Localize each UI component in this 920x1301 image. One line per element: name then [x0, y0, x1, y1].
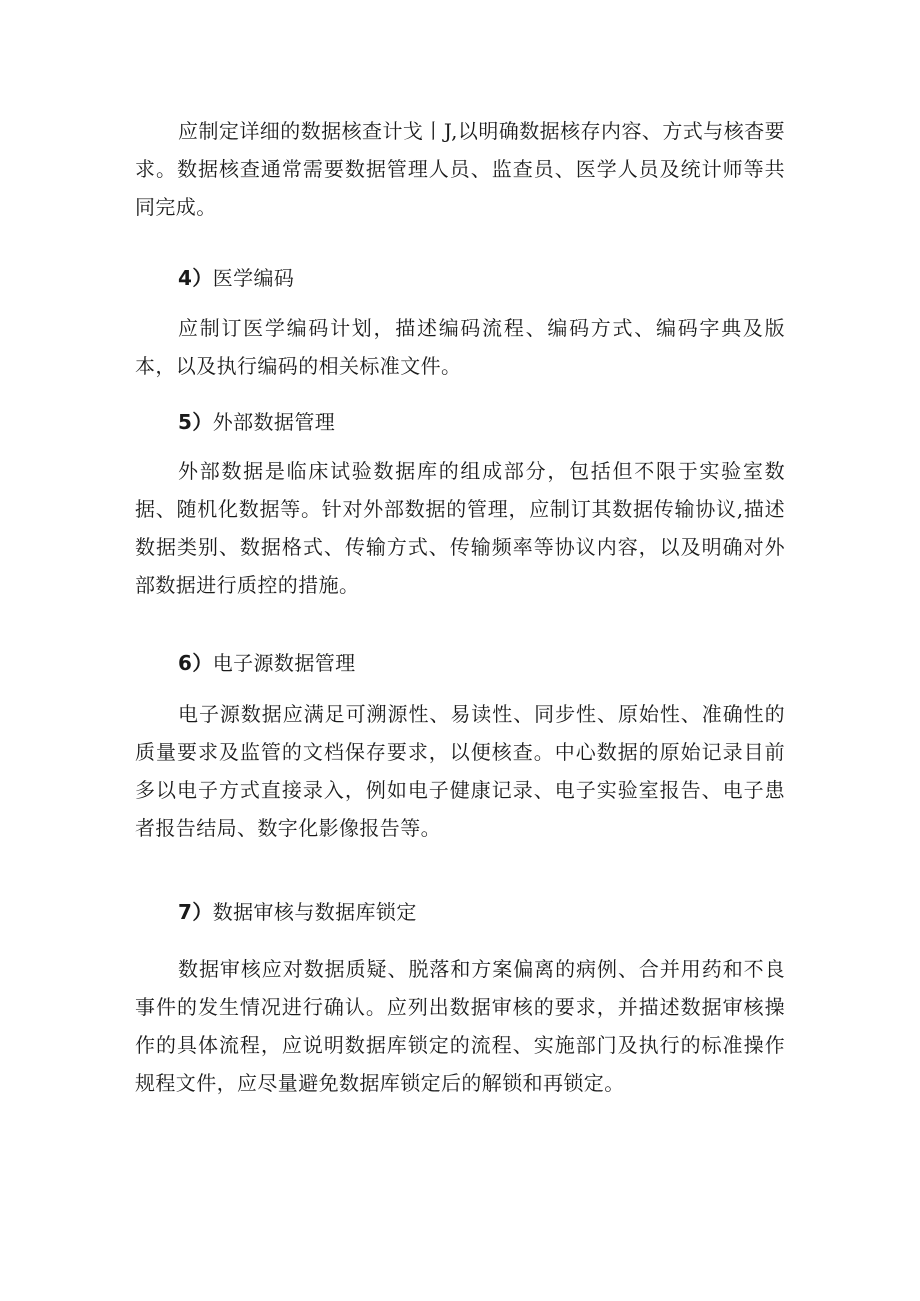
section-heading-medical-coding [178, 264, 294, 292]
section-title: 外部数据管理 [212, 410, 336, 434]
section-title: 电子源数据管理 [212, 651, 356, 675]
section-number: 5） [178, 410, 213, 434]
paragraph-medical-coding: 应制订医学编码计划，描述编码流程、编码方式、编码字典及版本，以及执行编码的相关标准文件。 [135, 316, 785, 378]
section-number: 6） [178, 651, 213, 675]
section-title: 数据审核与数据库锁定 [212, 900, 417, 924]
paragraph-data-review-lock: 数据审核应对数据质疑、脱落和方案偏离的病例、合并用药和不良事件的发生情况进行确认。应列出数据审核的要求，并描述数据审核操作的具体流程，应说明数据库锁定的流程、实施部门及执行的标准操作规程文件，应尽量避免数据库锁定后的解锁和再锁定。 [135, 957, 785, 1095]
section-number: 7） [178, 900, 213, 924]
section-heading-electronic-source-data [178, 649, 356, 677]
paragraph-external-data: 外部数据是临床试验数据库的组成部分，包括但不限于实验室数据、随机化数据等。针对外部数据的管理，应制订其数据传输协议,描述数据类别、数据格式、传输方式、传输频率等协议内容，以及明确对外部数据进行质控的措施。 [135, 459, 785, 597]
section-heading-data-review-lock [178, 898, 417, 926]
section-number: 4） [178, 266, 213, 290]
section-heading-external-data [178, 408, 335, 436]
paragraph-electronic-source-data: 电子源数据应满足可溯源性、易读性、同步性、原始性、准确性的质量要求及监管的文档保存要求，以便核查。中心数据的原始记录目前多以电子方式直接录入，例如电子健康记录、电子实验室报告、电子患者报告结局、数字化影像报告等。 [135, 702, 785, 840]
paragraph-data-review-plan: 应制定详细的数据核查计戈丨J,以明确数据核存内容、方式与核杳要求。数据核查通常需要数据管理人员、监查员、医学人员及统计师等共同完成。 [135, 119, 785, 219]
section-title: 医学编码 [212, 266, 295, 290]
